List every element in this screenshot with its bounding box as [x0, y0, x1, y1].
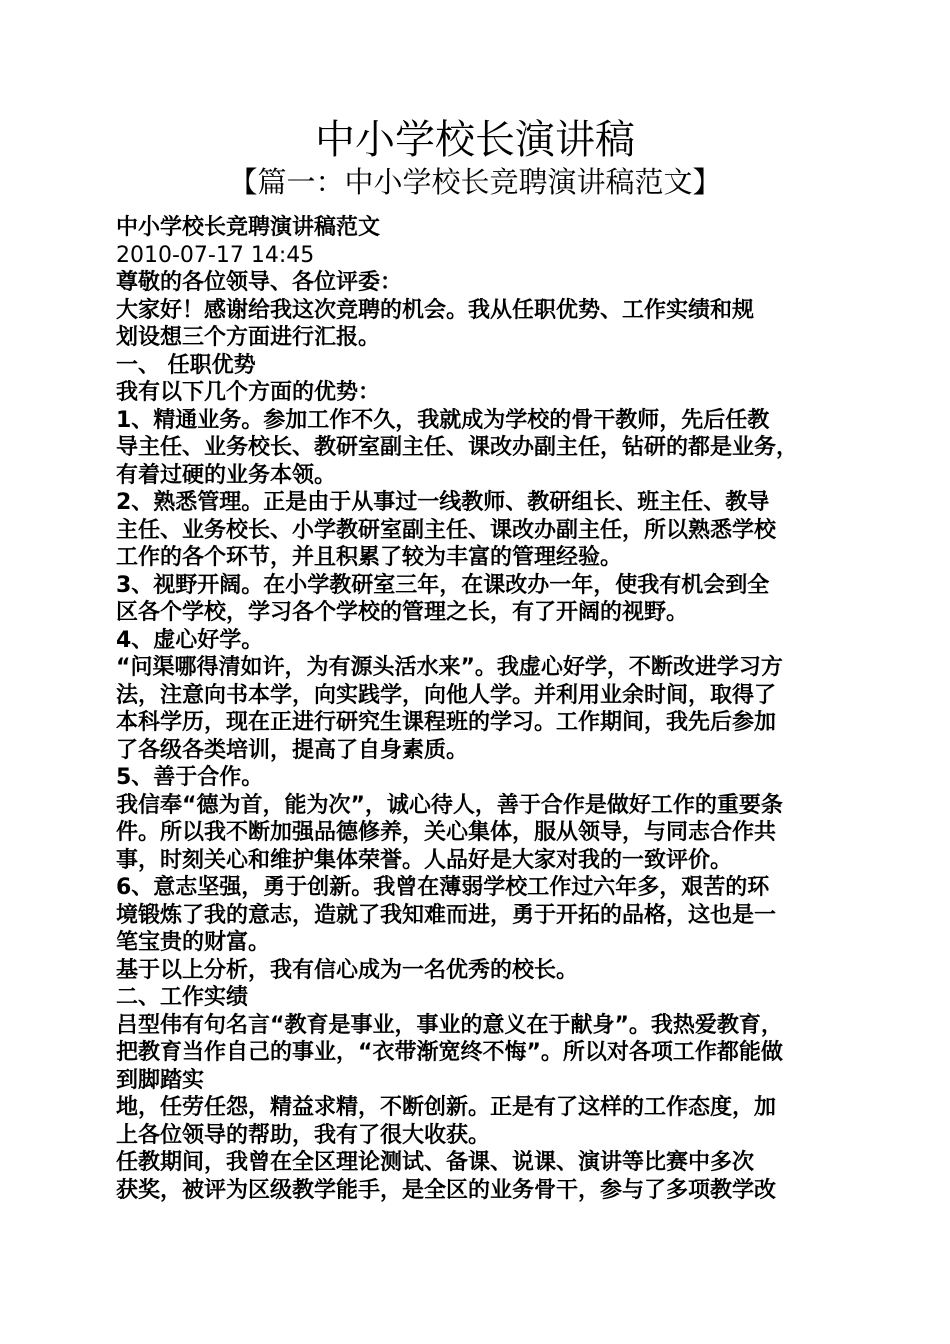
document-title: 中小学校长演讲稿	[315, 117, 635, 163]
text-line: 2、熟悉管理。正是由于从事过一线教师、教研组长、班主任、教导	[116, 490, 770, 515]
text-line: 工作的各个环节，并且积累了较为丰富的管理经验。	[116, 545, 623, 570]
text-line: 有着过硬的业务本领。	[116, 462, 337, 488]
text-line: 区各个学校，学习各个学校的管理之长，有了开阔的视野。	[116, 600, 689, 625]
text-line: 获奖，被评为区级教学能手，是全区的业务骨干，参与了多项教学改	[116, 1177, 777, 1203]
text-line: 5、善于合作。	[116, 765, 264, 790]
text-line: 事，时刻关心和维护集体荣誉。人品好是大家对我的一致评价。	[116, 847, 733, 873]
text-line: 2010-07-17 14:45	[116, 242, 315, 268]
text-line: 本科学历，现在正进行研究生课程班的学习。工作期间，我先后参加	[116, 710, 777, 735]
text-line: 我信奉“德为首，能为次”，诚心待人，善于合作是做好工作的重要条	[116, 792, 783, 818]
text-line: 我有以下几个方面的优势：	[116, 380, 381, 405]
text-line: 地，任劳任怨，精益求精，不断创新。正是有了这样的工作态度，加	[116, 1095, 777, 1120]
document-body	[116, 214, 842, 1204]
text-line: 尊敬的各位领导、各位评委：	[116, 270, 403, 295]
text-line: 笔宝贵的财富。	[116, 930, 271, 955]
text-line: 二、工作实绩	[116, 985, 249, 1010]
text-line: 到脚踏实	[116, 1067, 205, 1093]
text-line: 1、精通业务。参加工作不久，我就成为学校的骨干教师，先后任教	[116, 407, 770, 433]
text-line: 主任、业务校长、小学教研室副主任、课改办副主任，所以熟悉学校	[116, 517, 777, 543]
document-subtitle: 【篇一：中小学校长竞聘演讲稿范文】	[228, 165, 722, 199]
text-line: 4、虚心好学。	[116, 627, 264, 653]
text-line: 任教期间，我曾在全区理论测试、备课、说课、演讲等比赛中多次	[116, 1150, 755, 1175]
text-line: 把教育当作自己的事业，“衣带渐宽终不悔”。所以对各项工作都能做	[116, 1040, 783, 1065]
text-line: “问渠哪得清如许，为有源头活水来”。我虚心好学，不断改进学习方	[116, 655, 783, 680]
text-line: 基于以上分析，我有信心成为一名优秀的校长。	[116, 957, 579, 983]
text-line: 了各级各类培训，提高了自身素质。	[116, 737, 469, 763]
text-line: 导主任、业务校长、教研室副主任、课改办副主任，钻研的都是业务，	[116, 435, 799, 460]
text-line: 件。所以我不断加强品德修养，关心集体，服从领导，与同志合作共	[116, 820, 777, 845]
text-line: 3、视野开阔。在小学教研室三年，在课改办一年，使我有机会到全	[116, 572, 770, 598]
text-line: 吕型伟有句名言“教育是事业，事业的意义在于献身”。我热爱教育，	[116, 1012, 783, 1038]
text-line: 6、意志坚强，勇于创新。我曾在薄弱学校工作过六年多，艰苦的环	[116, 875, 770, 900]
text-line: 划设想三个方面进行汇报。	[116, 325, 381, 350]
text-line: 上各位领导的帮助，我有了很大收获。	[116, 1122, 491, 1148]
text-line: 法，注意向书本学，向实践学，向他人学。并利用业余时间，取得了	[116, 682, 777, 708]
text-line: 境锻炼了我的意志，造就了我知难而进，勇于开拓的品格，这也是一	[116, 902, 777, 928]
text-line: 中小学校长竞聘演讲稿范文	[116, 215, 381, 240]
text-line: 大家好！感谢给我这次竞聘的机会。我从任职优势、工作实绩和规	[116, 297, 755, 323]
text-line: 一、 任职优势	[116, 352, 256, 378]
